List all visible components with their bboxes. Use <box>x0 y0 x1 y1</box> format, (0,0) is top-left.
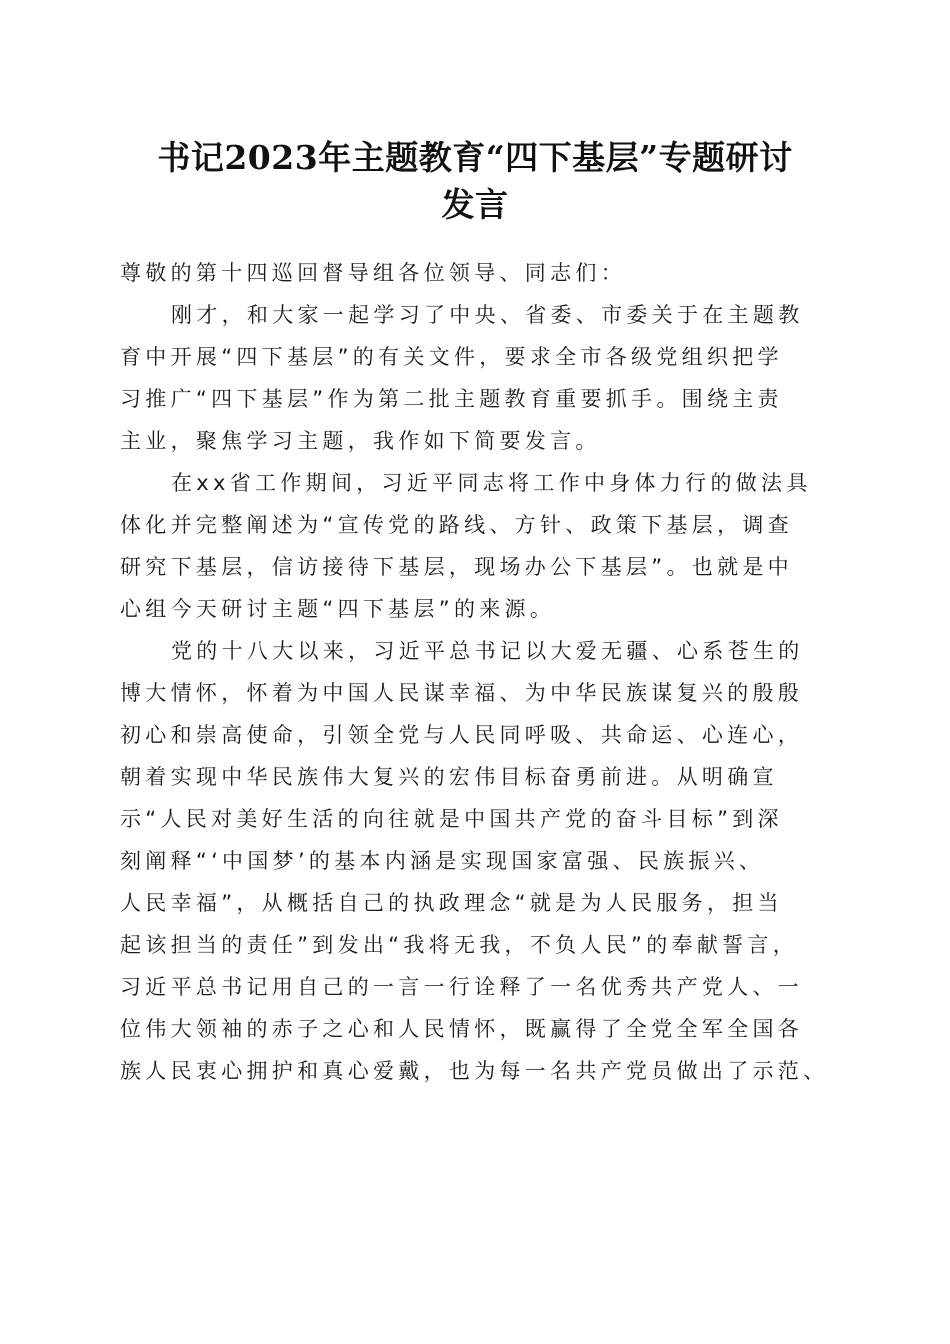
paragraph-line: 主业，聚焦学习主题，我作如下简要发言。 <box>120 429 601 453</box>
paragraph-line: 心组今天研讨主题“四下基层”的来源。 <box>120 597 556 621</box>
paragraph-3 <box>120 630 832 1092</box>
paragraph-line: 党的十八大以来，习近平总书记以大爱无疆、心系苍生的 <box>171 639 804 663</box>
paragraph-line: 示“人民对美好生活的向往就是中国共产党的奋斗目标”到深 <box>120 807 783 831</box>
paragraph-line: 刚才，和大家一起学习了中央、省委、市委关于在主题教 <box>171 303 804 327</box>
paragraph-line: 育中开展“四下基层”的有关文件，要求全市各级党组织把学 <box>120 345 783 369</box>
title-line-1: 书记2023年主题教育“四下基层”专题研讨 <box>157 138 793 177</box>
title-line-2: 发言 <box>441 185 509 224</box>
paragraph-1 <box>120 294 832 462</box>
paragraph-line: 习近平总书记用自己的一言一行诠释了一名优秀共产党人、一 <box>120 975 804 999</box>
document-title <box>110 134 840 228</box>
paragraph-line: 位伟大领袖的赤子之心和人民情怀，既赢得了全党全军全国各 <box>120 1017 804 1041</box>
paragraph-line: 族人民衷心拥护和真心爱戴，也为每一名共产党员做出了示范、 <box>120 1059 829 1083</box>
paragraph-2 <box>120 462 832 630</box>
paragraph-line: 刻阐释“‘中国梦’的基本内涵是实现国家富强、民族振兴、 <box>120 849 765 873</box>
paragraph-line: 习推广“四下基层”作为第二批主题教育重要抓手。围绕主责 <box>120 387 783 411</box>
salutation: 尊敬的第十四巡回督导组各位领导、同志们： <box>120 261 626 285</box>
paragraph-line: 研究下基层，信访接待下基层，现场办公下基层”。也就是中 <box>120 555 793 579</box>
paragraph-line: 体化并完整阐述为“宣传党的路线、方针、政策下基层，调查 <box>120 513 793 537</box>
paragraph-line: 在xx省工作期间，习近平同志将工作中身体力行的做法具 <box>171 471 812 495</box>
paragraph-line: 朝着实现中华民族伟大复兴的宏伟目标奋勇前进。从明确宣 <box>120 765 778 789</box>
paragraph-line: 初心和崇高使命，引领全党与人民同呼吸、共命运、心连心， <box>120 723 804 747</box>
paragraph-line: 博大情怀，怀着为中国人民谋幸福、为中华民族谋复兴的殷殷 <box>120 681 804 705</box>
paragraph-line: 人民幸福”，从概括自己的执政理念“就是为人民服务，担当 <box>120 891 783 915</box>
paragraph-line: 起该担当的责任”到发出“我将无我，不负人民”的奉献誓言， <box>120 933 799 957</box>
document-body <box>120 252 832 1092</box>
